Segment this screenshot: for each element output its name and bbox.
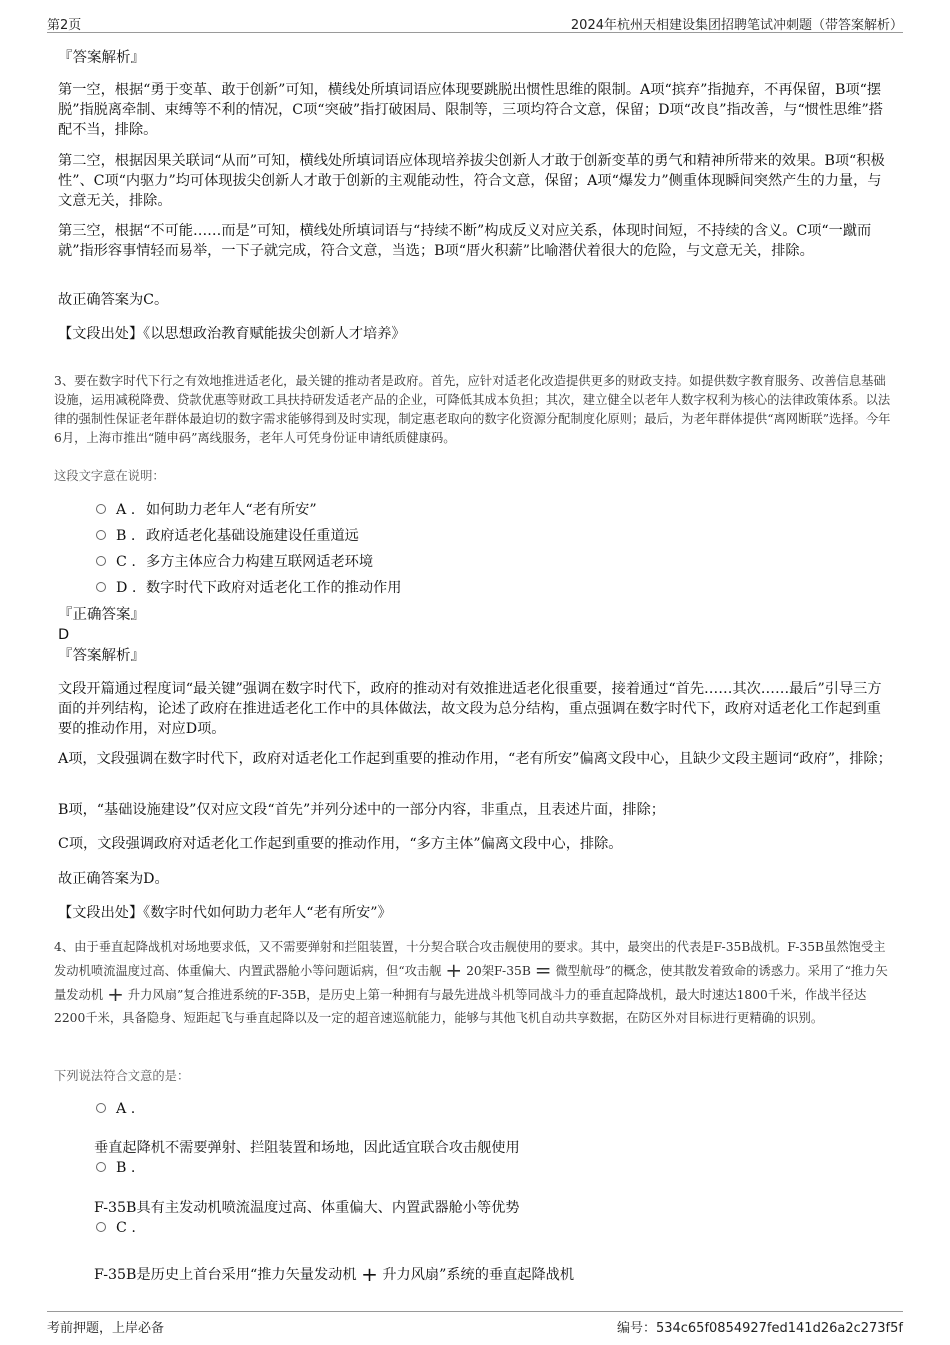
analysis-paragraph-2: 第二空，根据因果关联词“从而”可知，横线处所填词语应体现培养拔尖创新人才敢于创新变革的勇气和精神所带来的效果。B项“积极性”、C项“内驱力”均可体现拔尖创新人才敢于创新的主观能动性，符合文意，保留；A项“爆发力”侧重体现瞬间突然产生的力量，与文意无关，排除。 [58,153,885,209]
q4-option-c-text: F-35B是历史上首台采用“推力矢量发动机 + 升力风扇”系统的垂直起降战机 [94,1262,575,1286]
q3-option-b[interactable]: B . 政府适老化基础设施建设任重道远 [96,526,359,546]
q4-option-c[interactable]: C . [96,1220,136,1236]
page-number: 第2页 [47,18,82,33]
q3-option-c[interactable]: C . 多方主体应合力构建互联网适老环境 [96,552,373,572]
q4-option-a[interactable]: A . [96,1101,135,1117]
q4-option-b[interactable]: B . [96,1160,135,1176]
question-3-prompt: 这段文字意在说明： [54,469,165,483]
question-4-prompt: 下列说法符合文意的是： [54,1069,190,1083]
question-4-stem: 4、由于垂直起降战机对场地要求低，又不需要弹射和拦阻装置，十分契合联合攻击舰使用的要求。其中，最突出的代表是F-35B战机。F-35B虽然饱受主发动机喷流温度过高、体重偏大、内置武器舱小等问题诟病，但“攻击舰 + 20架F-35B = 微型航母”的概念，使其散发着致命的诱惑力。采用了“推力矢量发动机 + 升力风扇”复合推进系统的F-35B，是历史上第一种拥有与最先进战斗机等同战斗力的垂直起降战机，最大时速达1800千米，作战半径达2200千米，具备隐身、短距起飞与垂直起降以及一定的超音速巡航能力，能够与其他飞机自动共享数据，在防区外对目标进行更精确的识别。 [54,940,888,1025]
radio-icon[interactable] [96,1162,106,1172]
document-title: 2024年杭州天相建设集团招聘笔试冲刺题（带答案解析） [570,18,903,33]
q3-analysis-paragraph-3: B项，“基础设施建设”仅对应文段“首先”并列分述中的一部分内容，非重点，且表述片面，排除； [58,802,665,818]
page-footer [47,1311,903,1338]
q3-analysis-paragraph-4: C项，文段强调政府对适老化工作起到重要的推动作用，“多方主体”偏离文段中心，排除。 [58,836,623,852]
radio-icon[interactable] [96,504,106,514]
radio-icon[interactable] [96,1103,106,1113]
analysis-paragraph-3: 第三空，根据“不可能……而是”可知，横线处所填词语与“持续不断”构成反义对应关系，体现时间短，不持续的含义。C项“一蹴而就”指形容事情轻而易举，一下子就完成，符合文意，当选；B项“厝火积薪”比喻潜伏着很大的危险，与文意无关，排除。 [58,223,872,259]
correct-answer: D [58,627,70,643]
question-3-stem: 3、要在数字时代下行之有效地推进适老化，最关键的推动者是政府。首先，应针对适老化改造提供更多的财政支持。如提供数字教育服务、改善信息基础设施，运用减税降费、贷款优惠等财政工具扶持研发适老产品的企业，可降低其成本负担；其次，建立健全以老年人数字权利为核心的法律政策体系。以法律的强制性保证老年群体最迫切的数字需求能够得到及时实现，制定惠老取向的数字化资源分配制度化原则；最后，为老年群体提供“离网断联”选择。今年6月，上海市推出“随申码”离线服务，老年人可凭身份证申请纸质健康码。 [54,374,891,445]
q4-option-b-text: F-35B具有主发动机喷流温度过高、体重偏大、内置武器舱小等优势 [94,1200,520,1216]
document-code: 编号：534c65f0854927fed141d26a2c273f5f [616,1321,903,1336]
page-header [47,10,903,33]
q4-option-a-text: 垂直起降机不需要弹射、拦阻装置和场地，因此适宜联合攻击舰使用 [94,1140,520,1156]
q3-option-d[interactable]: D . 数字时代下政府对适老化工作的推动作用 [96,578,401,598]
source-citation: 【文段出处】《数字时代如何助力老年人“老有所安”》 [58,905,392,921]
radio-icon[interactable] [96,556,106,566]
correct-answer-label: 『正确答案』 [58,607,145,623]
radio-icon[interactable] [96,530,106,540]
footer-slogan: 考前押题，上岸必备 [47,1321,165,1336]
analysis-label: 『答案解析』 [58,648,145,664]
analysis-paragraph-1: 第一空，根据“勇于变革、敢于创新”可知，横线处所填词语应体现要跳脱出惯性思维的限制。A项“摈弃”指抛弃，不再保留，B项“摆脱”指脱离牵制、束缚等不利的情况，C项“突破”指打破困局、限制等，三项均符合文意，保留；D项“改良”指改善，与“惯性思维”搭配不当，排除。 [58,82,883,138]
q3-analysis-paragraph-1: 文段开篇通过程度词“最关键”强调在数字时代下，政府的推动对有效推进适老化很重要，接着通过“首先……其次……最后”引导三方面的并列结构，论述了政府在推进适老化工作中的具体做法，故文段为总分结构，重点强调在数字时代下，政府对适老化工作起到重要的推动作用，对应D项。 [58,681,882,737]
q3-option-a[interactable]: A . 如何助力老年人“老有所安” [96,500,317,520]
source-citation: 【文段出处】《以思想政治教育赋能拔尖创新人才培养》 [58,326,406,342]
analysis-label: 『答案解析』 [58,50,145,66]
q3-analysis-paragraph-2: A项，文段强调在数字时代下，政府对适老化工作起到重要的推动作用，“老有所安”偏离文段中心，且缺少文段主题词“政府”，排除； [58,751,892,767]
radio-icon[interactable] [96,1222,106,1232]
answer-conclusion: 故正确答案为C。 [58,292,169,308]
radio-icon[interactable] [96,582,106,592]
answer-conclusion: 故正确答案为D。 [58,871,169,887]
